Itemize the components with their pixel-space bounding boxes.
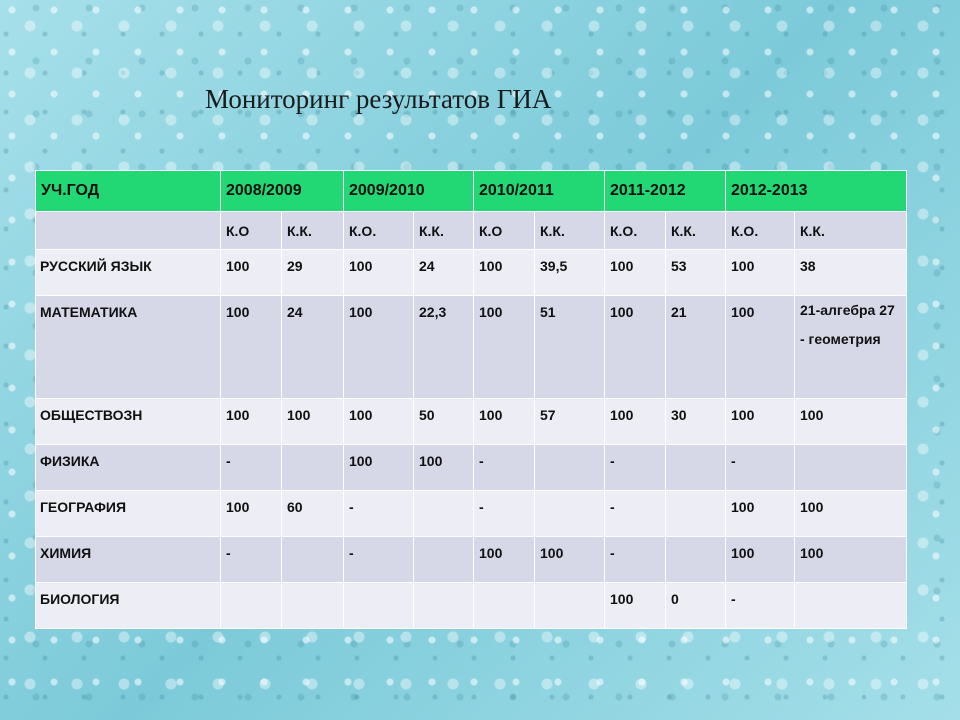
header-row	[36, 171, 907, 212]
value-cell: -	[221, 445, 282, 491]
subject-cell: ФИЗИКА	[36, 445, 221, 491]
value-cell: -	[605, 445, 666, 491]
page-title: Мониторинг результатов ГИА	[205, 84, 552, 114]
value-cell: 100	[605, 583, 666, 629]
value-cell: 53	[666, 250, 726, 296]
value-cell: 100	[795, 491, 907, 537]
subheader-row	[36, 212, 907, 250]
value-cell: 100	[726, 491, 795, 537]
value-cell	[282, 445, 344, 491]
value-cell: 38	[795, 250, 907, 296]
value-cell: -	[605, 491, 666, 537]
table-row	[36, 491, 907, 537]
year-cell: 2009/2010	[344, 171, 474, 212]
value-cell	[344, 583, 414, 629]
table-row	[36, 445, 907, 491]
value-cell: 0	[666, 583, 726, 629]
value-cell: 100	[726, 250, 795, 296]
value-cell	[666, 537, 726, 583]
value-cell: 100	[474, 537, 535, 583]
value-cell	[535, 491, 605, 537]
value-cell: -	[726, 583, 795, 629]
year-cell: 2011-2012	[605, 171, 726, 212]
subheader-cell: К.О.	[726, 212, 795, 250]
value-cell: 100	[344, 399, 414, 445]
value-cell: 100	[726, 537, 795, 583]
subject-cell: РУССКИЙ ЯЗЫК	[36, 250, 221, 296]
value-cell: 100	[726, 399, 795, 445]
table-row	[36, 250, 907, 296]
value-cell	[666, 445, 726, 491]
table-row	[36, 399, 907, 445]
year-header-cell: УЧ.ГОД	[36, 171, 221, 212]
value-cell	[414, 583, 474, 629]
value-cell	[282, 537, 344, 583]
value-cell	[221, 583, 282, 629]
value-cell: 100	[414, 445, 474, 491]
subject-cell: БИОЛОГИЯ	[36, 583, 221, 629]
year-cell: 2010/2011	[474, 171, 605, 212]
table-row	[36, 537, 907, 583]
value-cell: 100	[221, 296, 282, 399]
value-cell: 21	[666, 296, 726, 399]
value-cell	[414, 491, 474, 537]
value-cell: 24	[414, 250, 474, 296]
value-cell: 100	[221, 250, 282, 296]
value-cell	[795, 445, 907, 491]
value-cell: 21-алгебра 27 - геометрия	[795, 296, 907, 399]
value-cell: 100	[221, 399, 282, 445]
value-cell: -	[605, 537, 666, 583]
value-cell	[414, 537, 474, 583]
subject-cell: ХИМИЯ	[36, 537, 221, 583]
value-cell: 100	[344, 250, 414, 296]
value-cell	[535, 583, 605, 629]
value-cell: 30	[666, 399, 726, 445]
value-cell: 29	[282, 250, 344, 296]
subheader-cell: К.К.	[666, 212, 726, 250]
subheader-cell: К.О.	[344, 212, 414, 250]
value-cell: 100	[795, 537, 907, 583]
value-cell: 100	[605, 399, 666, 445]
value-cell: -	[474, 445, 535, 491]
value-cell	[666, 491, 726, 537]
subheader-cell: К.К.	[282, 212, 344, 250]
results-table	[35, 170, 907, 629]
value-cell: -	[344, 537, 414, 583]
value-cell: 22,3	[414, 296, 474, 399]
value-cell: 50	[414, 399, 474, 445]
value-cell: 100	[535, 537, 605, 583]
subheader-cell: К.К.	[795, 212, 907, 250]
subheader-empty-cell	[36, 212, 221, 250]
year-cell: 2008/2009	[221, 171, 344, 212]
subheader-cell: К.О	[474, 212, 535, 250]
subheader-cell: К.К.	[414, 212, 474, 250]
value-cell: 60	[282, 491, 344, 537]
year-cell: 2012-2013	[726, 171, 907, 212]
subject-cell: ГЕОГРАФИЯ	[36, 491, 221, 537]
value-cell: 100	[605, 296, 666, 399]
value-cell: -	[221, 537, 282, 583]
value-cell: 39,5	[535, 250, 605, 296]
table-row	[36, 296, 907, 399]
value-cell: 100	[344, 445, 414, 491]
subject-cell: МАТЕМАТИКА	[36, 296, 221, 399]
value-cell	[282, 583, 344, 629]
value-cell: -	[726, 445, 795, 491]
value-cell: 100	[344, 296, 414, 399]
value-cell: 100	[474, 250, 535, 296]
value-cell: 100	[726, 296, 795, 399]
value-cell: 100	[221, 491, 282, 537]
value-cell: 51	[535, 296, 605, 399]
subheader-cell: К.К.	[535, 212, 605, 250]
table-row	[36, 583, 907, 629]
value-cell	[474, 583, 535, 629]
value-cell: 100	[605, 250, 666, 296]
value-cell: 100	[282, 399, 344, 445]
value-cell: -	[474, 491, 535, 537]
subheader-cell: К.О	[221, 212, 282, 250]
value-cell: -	[344, 491, 414, 537]
value-cell: 100	[474, 296, 535, 399]
value-cell: 57	[535, 399, 605, 445]
value-cell: 100	[474, 399, 535, 445]
value-cell: 24	[282, 296, 344, 399]
subheader-cell: К.О.	[605, 212, 666, 250]
value-cell	[795, 583, 907, 629]
subject-cell: ОБЩЕСТВОЗН	[36, 399, 221, 445]
value-cell: 100	[795, 399, 907, 445]
value-cell	[535, 445, 605, 491]
